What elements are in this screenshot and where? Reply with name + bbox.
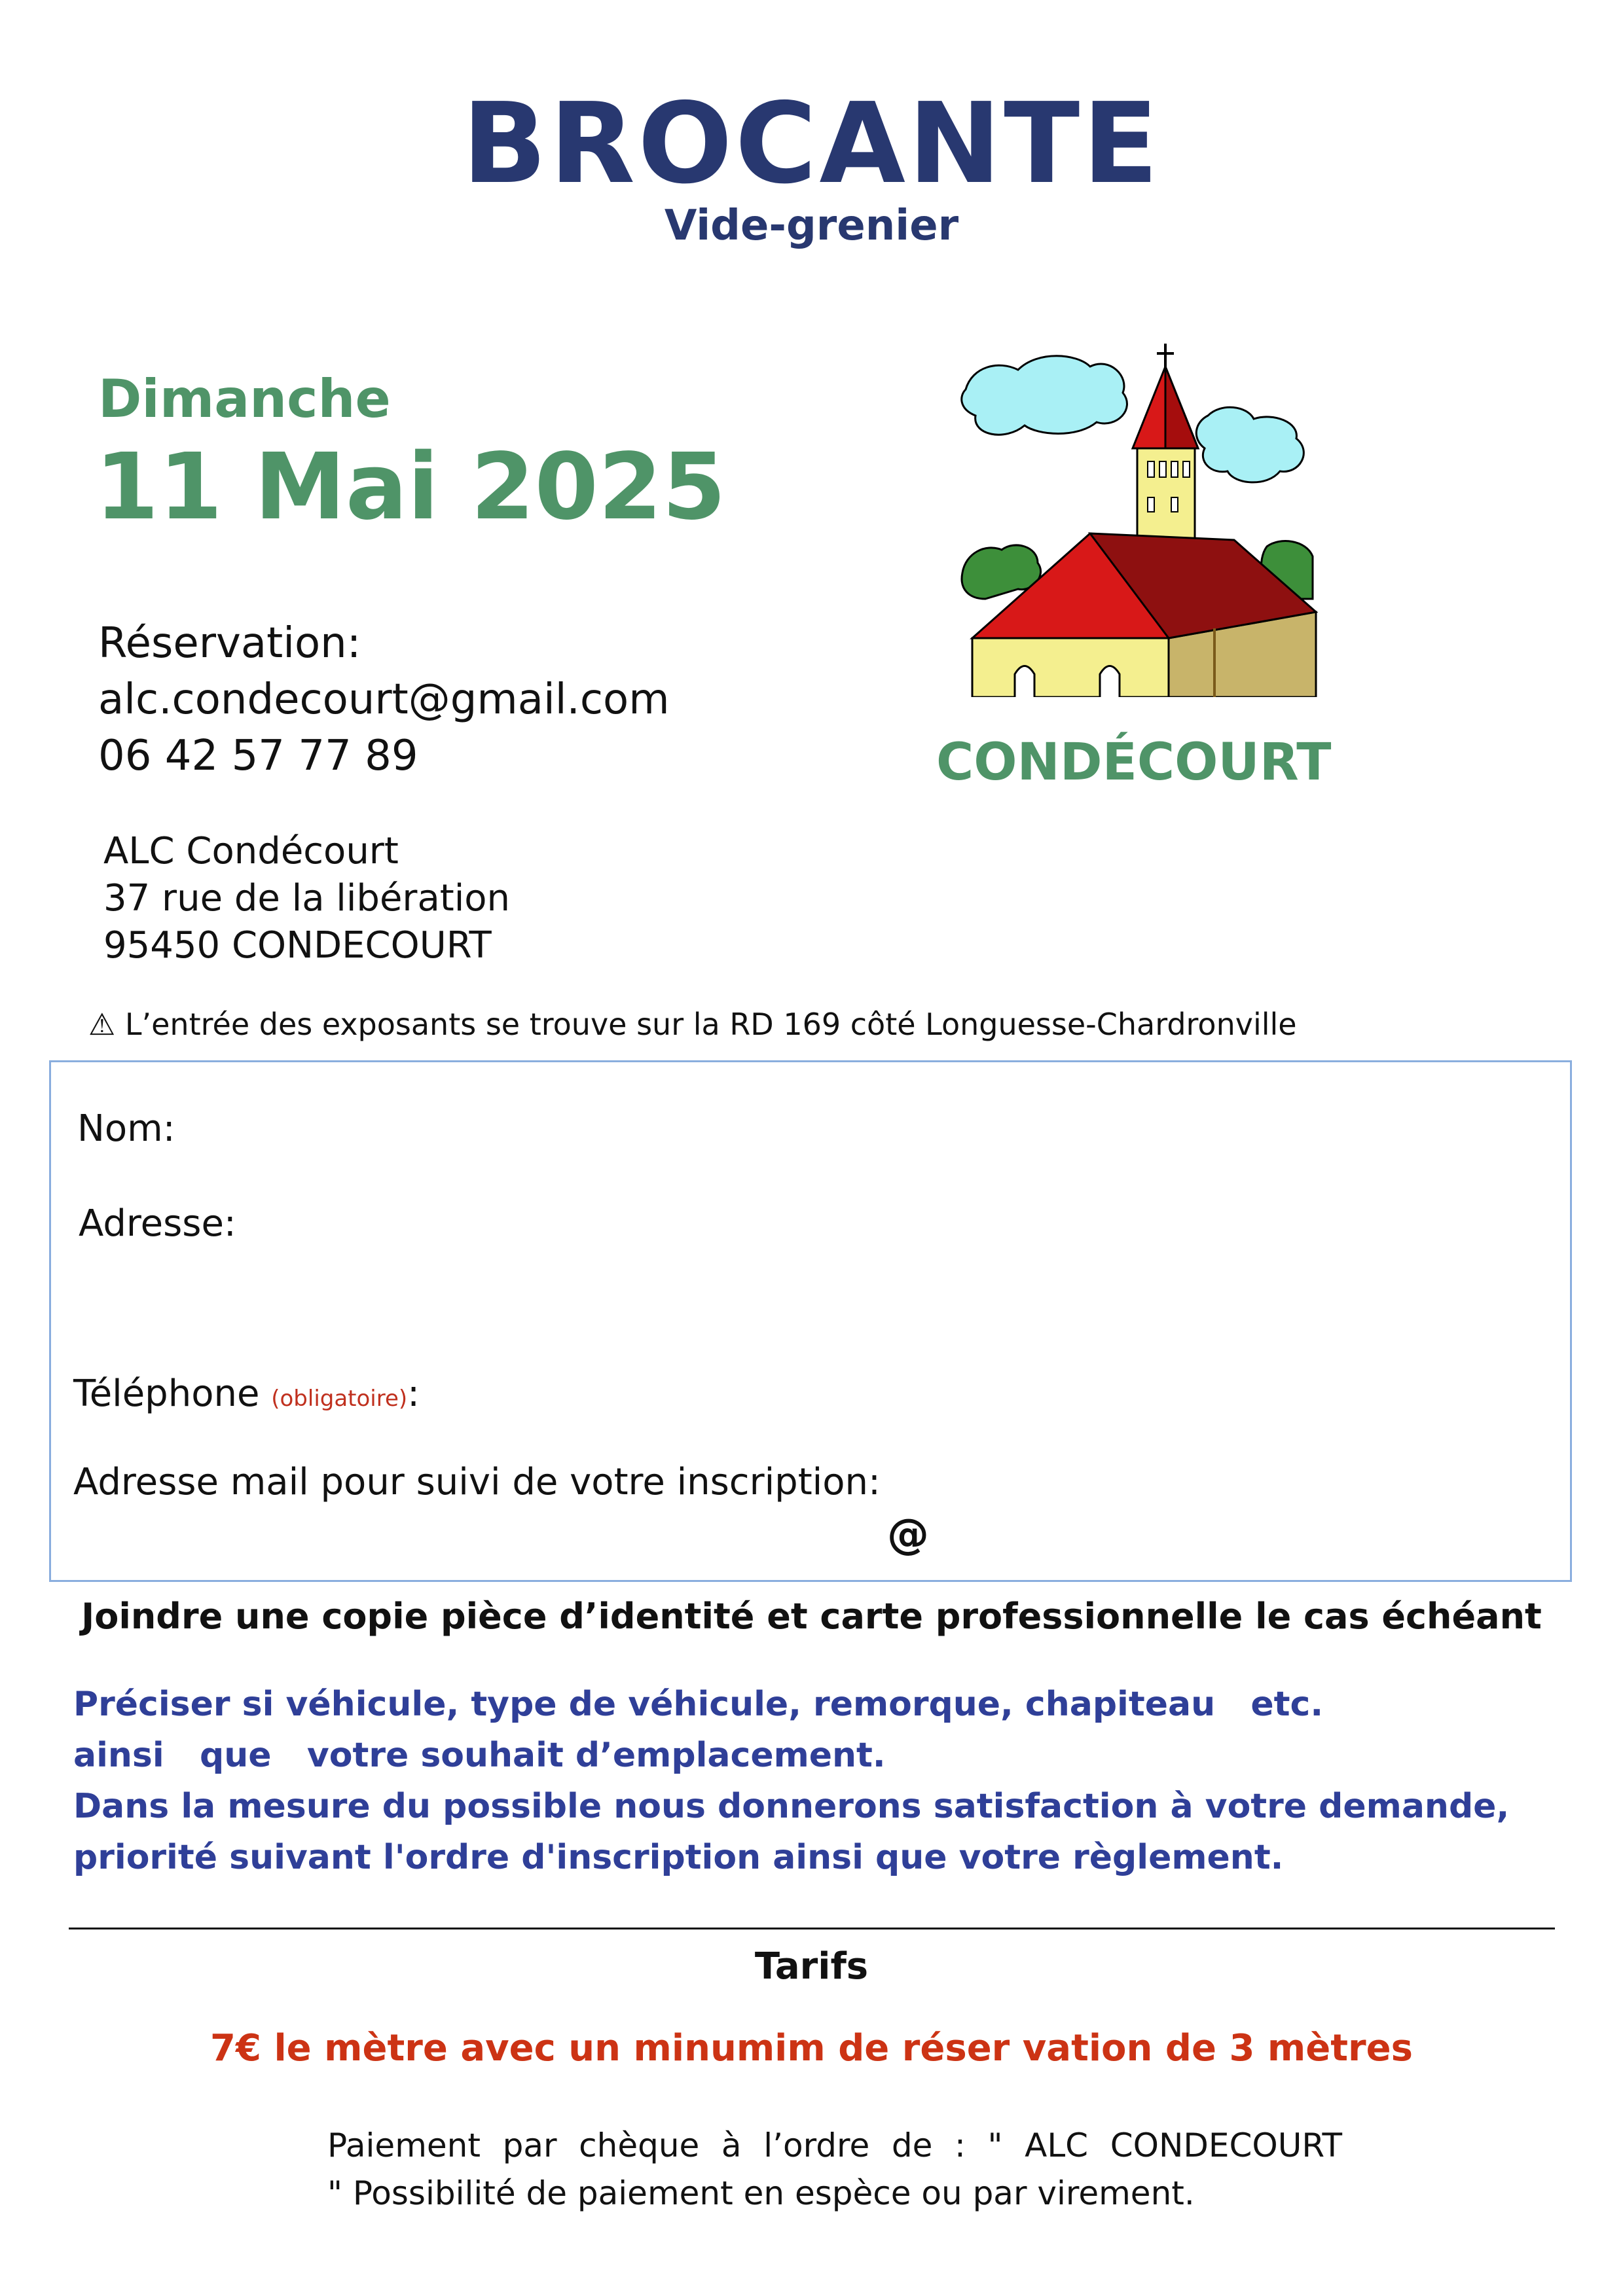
name-field-label[interactable]: Nom:	[77, 1107, 175, 1150]
page-title: BROCANTE	[462, 79, 1161, 209]
notes-line-1: Préciser si véhicule, type de véhicule, remorque, chapiteau etc.	[73, 1685, 1324, 1724]
phone-colon: :	[407, 1372, 420, 1415]
vehicle-notes	[73, 1679, 1509, 1883]
reservation-label: Réservation:	[98, 619, 361, 668]
entrance-warning	[88, 1005, 1297, 1044]
phone-field-label[interactable]	[73, 1371, 420, 1422]
reservation-email[interactable]: alc.condecourt@gmail.com	[98, 675, 670, 724]
at-sign: @	[887, 1511, 929, 1559]
postal-address	[103, 828, 510, 969]
warning-icon: ⚠	[88, 1007, 116, 1042]
id-copy-note: Joindre une copie pièce d’identité et carte professionnelle le cas échéant	[81, 1596, 1542, 1637]
event-date: 11 Mai 2025	[95, 434, 726, 541]
address-line-2: 37 rue de la libération	[103, 877, 511, 920]
page-subtitle: Vide-grenier	[664, 202, 959, 250]
reservation-block	[98, 615, 670, 784]
address-line-1: ALC Condécourt	[103, 830, 399, 872]
warning-text: L’entrée des exposants se trouve sur la RD 169 côté Longuesse-Chardronville	[124, 1007, 1297, 1042]
notes-line-3: Dans la mesure du possible nous donnerons satisfaction à votre demande,	[73, 1787, 1510, 1826]
phone-label: Téléphone	[73, 1372, 260, 1415]
price-line: 7€ le mètre avec un minumim de réser vation de 3 mètres	[210, 2027, 1413, 2070]
notes-line-4: priorité suivant l'ordre d'inscription ainsi que votre règlement.	[73, 1838, 1284, 1877]
payment-line-1: Paiement par chèque à l’ordre de : " ALC CONDECOURT	[327, 2126, 1342, 2164]
required-note: (obligatoire)	[271, 1386, 408, 1412]
event-day: Dimanche	[98, 368, 391, 429]
tarifs-heading: Tarifs	[754, 1945, 869, 1988]
cloud-left	[962, 356, 1127, 435]
cloud-right	[1196, 407, 1304, 482]
reservation-phone: 06 42 57 77 89	[98, 732, 418, 780]
address-field-label[interactable]: Adresse:	[79, 1202, 236, 1245]
payment-line-2: " Possibilité de paiement en espèce ou par virement.	[327, 2174, 1195, 2212]
church-icon	[959, 331, 1326, 697]
town-name: CONDÉCOURT	[936, 733, 1332, 792]
notes-line-2: ainsi que votre souhait d’emplacement.	[73, 1736, 886, 1775]
church-wall	[972, 638, 1169, 697]
divider	[69, 1928, 1555, 1929]
address-line-3: 95450 CONDECOURT	[103, 924, 492, 967]
email-field-label[interactable]: Adresse mail pour suivi de votre inscription:	[73, 1461, 881, 1503]
